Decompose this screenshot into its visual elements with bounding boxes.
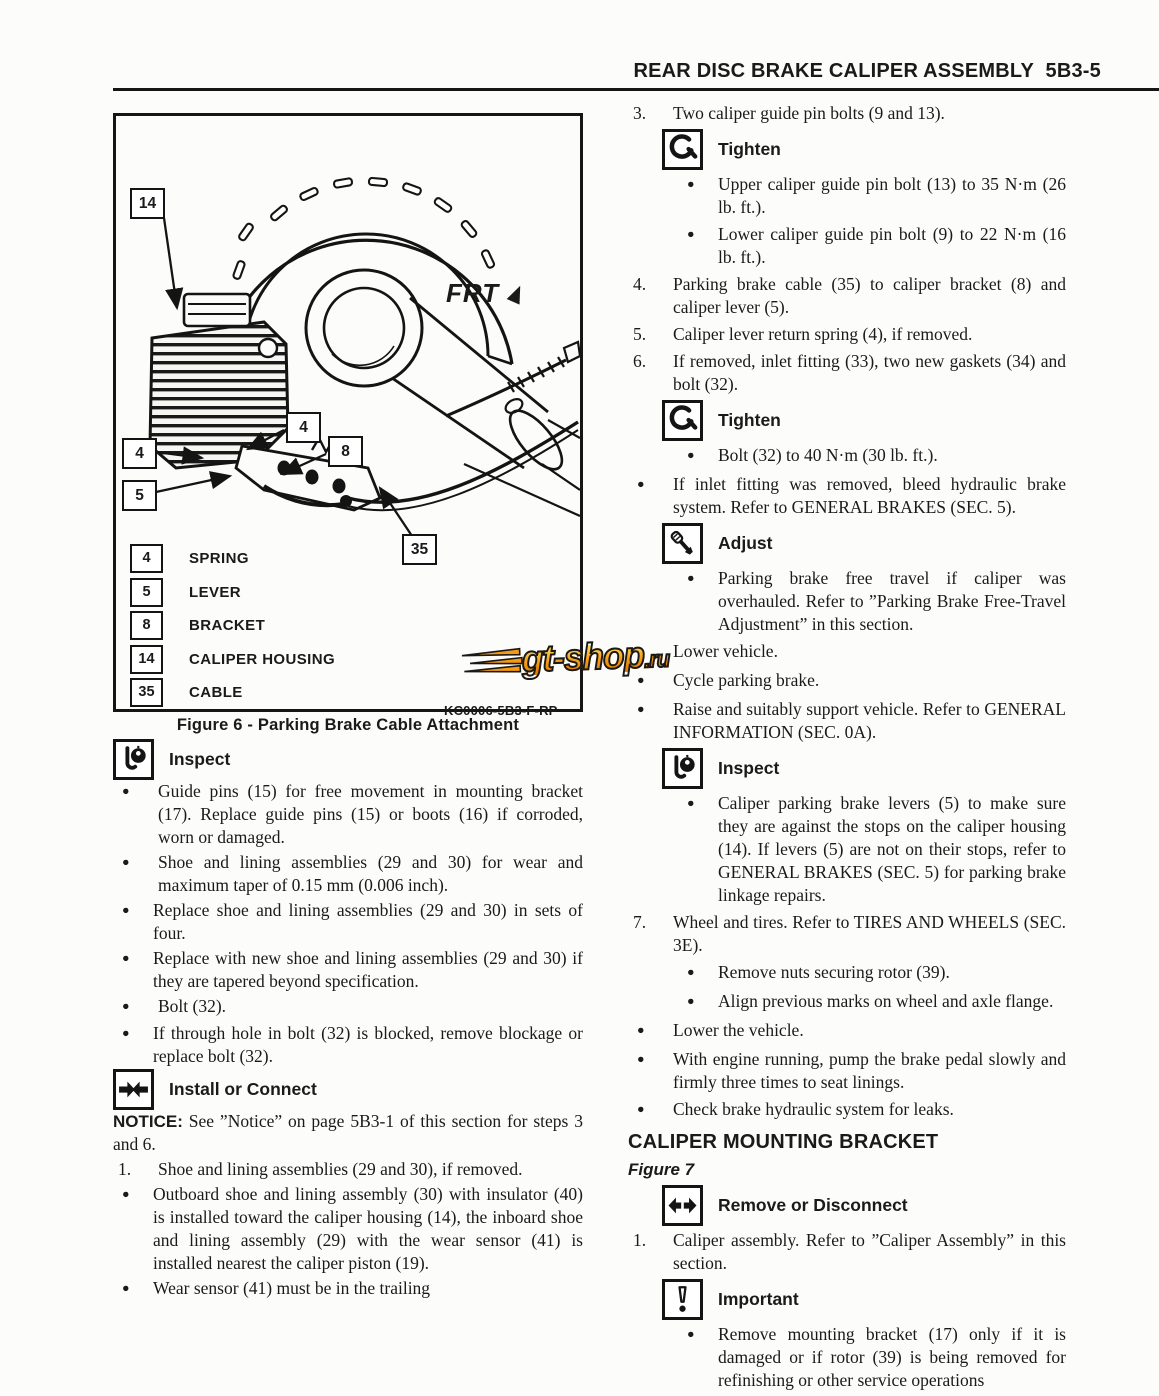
numbered-item [628,911,1066,957]
numbered-item [628,323,1066,346]
item-text: Shoe and lining assemblies (29 and 30), if removed. [158,1159,523,1179]
item-number: 4. [633,274,647,294]
bullet-dot [628,1098,673,1123]
bullet-text: Bolt (32) to 40 N·m (30 lb. ft.). [718,445,938,465]
callout-number: 4 [135,445,144,462]
tighten-icon [662,129,703,170]
bullet-dot [628,669,673,694]
figure-legend [130,544,335,712]
legend-num: 8 [130,611,163,640]
legend-label: CABLE [189,684,243,701]
bullet-item [628,1048,1066,1094]
inspect-row [113,740,583,778]
bullet-item [628,1019,1066,1044]
legend-row [130,678,335,707]
item-text: If removed, inlet fitting (33), two new gaskets (34) and bolt (32). [673,351,1066,394]
bullet-dot [678,444,718,469]
bullet-text: Replace shoe and lining assemblies (29 and 30) in sets of four. [153,900,583,943]
bullet-text: Shoe and lining assemblies (29 and 30) for wear and maximum taper of 0.15 mm (0.006 inch). [158,852,583,895]
bullet-dot [113,995,158,1020]
bullet-item [628,473,1066,519]
callout-box-5 [122,480,157,511]
item-text: Two caliper guide pin bolts (9 and 13). [673,103,945,123]
icon-label: Tighten [718,138,781,159]
bullet-dot [113,1277,153,1302]
install-or-connect-icon [113,1069,154,1110]
bullet-text: If inlet fitting was removed, bleed hydraulic brake system. Refer to GENERAL BRAKES (SEC. 5). [673,474,1066,517]
legend-row [130,611,335,640]
callout-box-35 [402,534,437,565]
bullet-text: Check brake hydraulic system for leaks. [673,1099,954,1119]
icon-label: Inspect [169,748,231,769]
frt-text: FRT [446,278,500,308]
legend-num: 4 [130,544,163,573]
sub-bullet-item [678,567,1066,636]
section-heading: CALIPER MOUNTING BRACKET [628,1131,939,1153]
legend-label: CALIPER HOUSING [189,650,336,668]
important-icon [662,1279,703,1320]
figure-reference: Figure 7 [628,1160,695,1179]
adjust-row [662,524,1066,562]
page-title: REAR DISC BRAKE CALIPER ASSEMBLY [633,60,1034,82]
bullet-item [113,851,583,897]
adjust-icon [662,523,703,564]
inspect-row [662,749,1066,787]
tighten-icon [662,400,703,441]
legend-label: SPRING [189,550,249,567]
icon-label: Important [718,1288,799,1309]
bullet-text: Lower caliper guide pin bolt (9) to 22 N·m (16 lb. ft.). [718,224,1066,267]
bullet-dot [678,223,718,269]
remove-or-disconnect-icon [662,1185,703,1226]
sub-bullet-item [678,1323,1066,1392]
bullet-item [628,698,1066,744]
bullet-dot [678,961,718,986]
sub-bullet-item [678,961,1066,986]
sub-bullet-item [113,899,583,945]
legend-num: 5 [130,578,163,607]
legend-num: 35 [130,678,163,707]
sub-bullet-item [678,223,1066,269]
numbered-item [628,273,1066,319]
legend-num: 14 [130,645,163,674]
left-column [113,738,583,1304]
bullet-text: Bolt (32). [158,996,227,1016]
item-number: 6. [633,351,647,371]
bullet-dot [678,173,718,219]
notice-text: See ”Notice” on page 5B3-1 of this section for steps 3 and 6. [113,1111,583,1154]
bullet-text: Lower vehicle. [673,641,778,661]
bullet-dot [628,1019,673,1044]
legend-label: BRACKET [189,617,266,634]
bullet-dot [628,698,673,744]
sub-bullet-item [678,173,1066,219]
bullet-text: Caliper parking brake levers (5) to make sure they are against the stops on the caliper housing (14). If levers (5) are not on their stops, refer to GENERAL BRAKES (SEC. 5) for parking brake linkage repairs. [718,793,1066,905]
sub-bullet-item [678,990,1066,1015]
item-number: 5. [633,324,647,344]
item-text: Parking brake cable (35) to caliper bracket (8) and caliper lever (5). [673,274,1066,317]
bullet-dot [113,947,153,993]
legend-row [130,645,335,674]
inspect-icon [113,739,154,780]
header-rule [113,88,1159,91]
tighten-row [662,401,1066,439]
bullet-dot [113,899,153,945]
bullet-item [628,1098,1066,1123]
bullet-item [628,640,1066,665]
bullet-text: Replace with new shoe and lining assemblies (29 and 30) if they are tapered beyond specification. [153,948,583,991]
callout-number: 14 [138,195,157,212]
bullet-dot [628,640,673,665]
install-or-connect-row [113,1070,583,1108]
remove-or-disconnect-row [662,1186,1066,1224]
figure-caption: Figure 6 - Parking Brake Cable Attachment [176,716,520,734]
drawing-code: KC0006-5B3-F-RP [444,703,558,718]
bullet-dot [113,780,158,849]
tighten-row [662,130,1066,168]
page-header [633,60,1101,83]
icon-label: Adjust [718,532,773,553]
bullet-text: Outboard shoe and lining assembly (30) with insulator (40) is installed toward the caliper housing (14), the inboard shoe and lining assembly (29) with the wear sensor (41) is installed nearest the caliper piston (19). [153,1184,583,1273]
bullet-text: Raise and suitably support vehicle. Refer to GENERAL INFORMATION (SEC. 0A). [673,699,1066,742]
frt-direction-label [446,273,536,314]
frt-arrow-icon: ▲ [499,273,536,314]
item-number: 1. [633,1230,647,1250]
inspect-icon [662,748,703,789]
callout-box-4-spring [286,412,321,443]
bullet-text: Upper caliper guide pin bolt (13) to 35 N·m (26 lb. ft.). [718,174,1066,217]
numbered-item [113,1158,583,1181]
sub-bullet-item [113,1277,583,1302]
bullet-text: With engine running, pump the brake pedal slowly and firmly three times to seat linings. [673,1049,1066,1092]
callout-box-4-left [122,438,157,469]
bullet-item [113,780,583,849]
notice-paragraph [113,1110,583,1156]
item-number: 1. [118,1159,132,1179]
bullet-text: Lower the vehicle. [673,1020,804,1040]
bullet-text: Align previous marks on wheel and axle flange. [718,991,1054,1011]
bullet-text: Remove mounting bracket (17) only if it is damaged or if rotor (39) is being removed for refinishing or other service operations [718,1324,1066,1390]
sub-bullet-item [113,947,583,993]
notice-label: NOTICE: [113,1112,183,1131]
bullet-dot [678,567,718,636]
numbered-item [628,102,1066,125]
legend-row [130,544,335,573]
callout-number: 5 [135,487,144,504]
important-row [662,1280,1066,1318]
bullet-text: If through hole in bolt (32) is blocked, remove blockage or replace bolt (32). [153,1023,583,1066]
numbered-item [628,1229,1066,1275]
bullet-text: Remove nuts securing rotor (39). [718,962,950,982]
item-text: Caliper lever return spring (4), if removed. [673,324,973,344]
callout-number: 35 [410,541,429,558]
bullet-text: Guide pins (15) for free movement in mounting bracket (17). Replace guide pins (15) or boots (16) if corroded, worn or damaged. [158,781,583,847]
page-number: 5B3-5 [1045,60,1101,82]
item-text: Wheel and tires. Refer to TIRES AND WHEELS (SEC. 3E). [673,912,1066,955]
bullet-text: Cycle parking brake. [673,670,820,690]
bullet-dot [113,1183,153,1275]
numbered-item [628,350,1066,396]
bullet-dot [678,990,718,1015]
bullet-text: Wear sensor (41) must be in the trailing [153,1278,431,1298]
bullet-item [113,995,583,1020]
legend-row [130,578,335,607]
callout-box-8 [328,436,363,467]
item-number: 3. [633,103,647,123]
bullet-dot [113,851,158,897]
bullet-dot [678,1323,718,1392]
bullet-dot [628,473,673,519]
item-number: 7. [633,912,647,932]
callout-number: 4 [299,419,308,436]
sub-bullet-item [113,1183,583,1275]
icon-label: Install or Connect [169,1078,317,1099]
callout-box-14 [130,188,165,219]
legend-label: LEVER [189,583,242,601]
bullet-text: Parking brake free travel if caliper was overhauled. Refer to ”Parking Brake Free-Travel Adjustment” in this section. [718,568,1066,634]
bullet-item [628,669,1066,694]
sub-bullet-item [113,1022,583,1068]
sub-bullet-item [678,444,1066,469]
right-column [628,98,1066,1396]
bullet-dot [628,1048,673,1094]
icon-label: Tighten [718,409,781,430]
icon-label: Remove or Disconnect [718,1194,908,1215]
figure-6-frame [113,113,583,718]
icon-label: Inspect [718,757,780,778]
bullet-dot [678,792,718,907]
item-text: Caliper assembly. Refer to ”Caliper Assembly” in this section. [673,1230,1066,1273]
watermark-tld: .ru [643,645,670,673]
sub-bullet-item [678,792,1066,907]
callout-number: 8 [341,443,350,460]
bullet-dot [113,1022,153,1068]
